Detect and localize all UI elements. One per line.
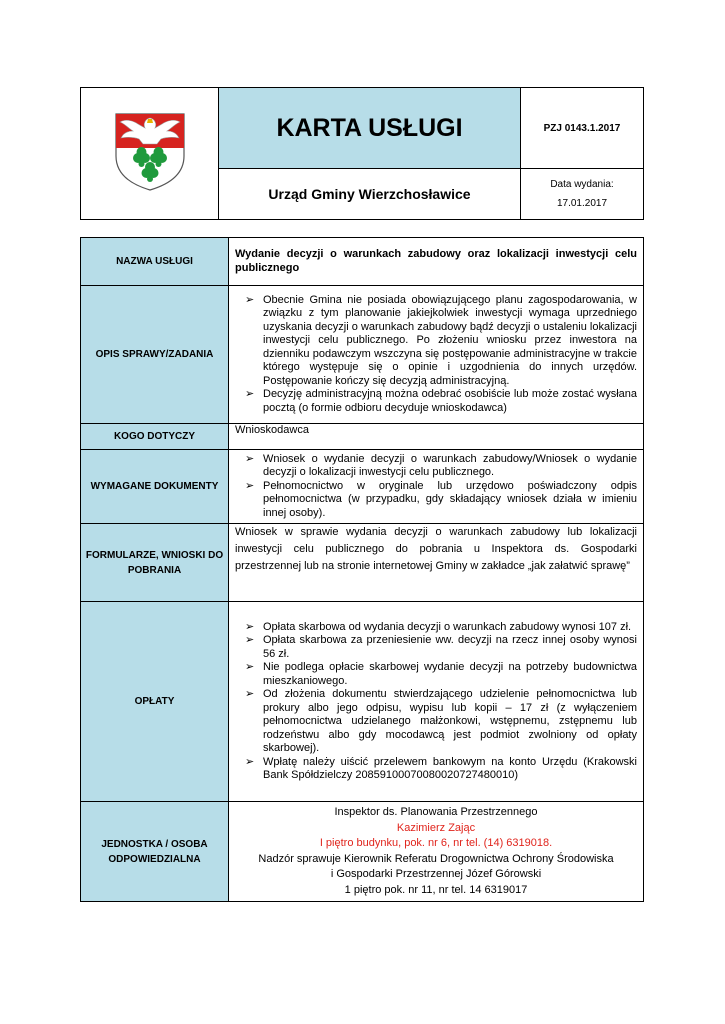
- service-table: [80, 237, 644, 902]
- office-name: Urząd Gminy Wierzchosławice: [219, 169, 521, 220]
- arrow-bullet-icon: ➢: [245, 661, 255, 673]
- list-item: ➢ Od złożenia dokumentu stwierdzającego udzielenie pełnomocnictwa lub prokury albo jego odpisu, wypisu lub kopii – 17 zł (z wyłączeniem pełnomocnictwa udzielanego małżonkowi, wstępnemu, zstępnemu lub rodzeństwu albo gdy mocodawcą jest podmiot zwolniony od opłaty skarbowej).: [245, 688, 637, 754]
- list-item: ➢ Pełnomocnictwo w oryginale lub urzędowo poświadczony odpis pełnomocnictwa (w przypadku, gdy składający wniosek działa w imieniu innej osoby).: [245, 479, 637, 519]
- unit-position: Inspektor ds. Planowania Przestrzennego: [334, 806, 538, 818]
- label-who: KOGO DOTYCZY: [81, 424, 229, 450]
- arrow-bullet-icon: ➢: [245, 452, 255, 465]
- issue-date-label: Data wydania:: [550, 179, 614, 190]
- label-description: OPIS SPRAWY/ZADANIA: [81, 286, 229, 424]
- label-fees: OPŁATY: [81, 602, 229, 802]
- unit-supervisor: Nadzór sprawuje Kierownik Referatu Drogownictwa Ochrony Środowiska: [258, 852, 614, 865]
- list-item: ➢ Decyzję administracyjną można odebrać osobiście lub może zostać wysłana pocztą (o formie odbioru decyduje wnioskodawca): [245, 388, 637, 414]
- label-service-name: NAZWA USŁUGI: [81, 238, 229, 286]
- document-code: PZJ 0143.1.2017: [521, 88, 644, 169]
- coat-of-arms-logo: [81, 88, 219, 220]
- list-item: ➢ Wpłatę należy uiścić przelewem bankowym na konto Urzędu (Krakowski Bank Spółdzielczy 20859100070080020727480010): [245, 755, 637, 781]
- list-item: ➢ Wniosek o wydanie decyzji o warunkach zabudowy/Wniosek o wydanie decyzji o lokalizacji inwestycji celu publicznego.: [245, 452, 637, 479]
- arrow-bullet-icon: ➢: [245, 620, 255, 633]
- coat-of-arms-icon: [112, 110, 188, 192]
- arrow-bullet-icon: ➢: [245, 388, 255, 401]
- list-item: ➢ Nie podlega opłacie skarbowej wydanie decyzji na potrzeby budownictwa mieszkaniowego.: [245, 661, 637, 687]
- issue-date: [521, 169, 644, 220]
- header-table: [80, 87, 644, 220]
- label-documents: WYMAGANE DOKUMENTY: [81, 450, 229, 524]
- arrow-bullet-icon: ➢: [245, 688, 255, 700]
- row-unit: [81, 802, 644, 902]
- unit-person: Kazimierz Zając: [396, 821, 476, 834]
- list-item: ➢ Obecnie Gmina nie posiada obowiązującego planu zagospodarowania, w związku z tym planowanie jakiejkolwiek inwestycji wymaga uprzedniego uzyskania decyzji o warunkach zabudowy bądź decyzji o ustaleniu lokalizacji inwestycji celu publicznego. Po złożeniu wniosku przez inwestora na dzienniku podawczym wszczyna się postępowanie administracyjne w trakcie którego występuje się o opinie i uzgodnienia do innych urzędów. Postępowanie kończy się decyzją administracyjną.: [245, 293, 637, 387]
- arrow-bullet-icon: ➢: [245, 634, 255, 646]
- value-service-name: Wydanie decyzji o warunkach zabudowy oraz lokalizacji inwestycji celu publicznego: [229, 238, 644, 286]
- row-documents: [81, 450, 644, 524]
- arrow-bullet-icon: ➢: [245, 755, 255, 768]
- unit-supervisor-department: i Gospodarki Przestrzennej Józef Górowski: [330, 868, 542, 880]
- unit-room: I piętro budynku, pok. nr 6, nr tel. (14) 6319018.: [319, 837, 553, 849]
- arrow-bullet-icon: ➢: [245, 293, 255, 306]
- label-forms: FORMULARZE, WNIOSKI DO POBRANIA: [81, 524, 229, 602]
- row-fees: [81, 602, 644, 802]
- value-description: [229, 286, 644, 424]
- value-who: Wnioskodawca: [229, 424, 644, 450]
- row-who: [81, 424, 644, 450]
- value-fees: [229, 602, 644, 802]
- card-title: KARTA USŁUGI: [219, 88, 521, 169]
- label-unit: JEDNOSTKA / OSOBA ODPOWIEDZIALNA: [81, 802, 229, 902]
- row-forms: [81, 524, 644, 602]
- row-description: [81, 286, 644, 424]
- value-unit: [229, 802, 644, 902]
- value-forms: Wniosek w sprawie wydania decyzji o warunkach zabudowy lub lokalizacji inwestycji celu publicznego do pobrania u Inspektora ds. Gospodarki przestrzennej lub na stronie internetowej Gminy w zakładce „jak załatwić sprawę”: [229, 524, 644, 602]
- arrow-bullet-icon: ➢: [245, 479, 255, 492]
- row-service-name: [81, 238, 644, 286]
- issue-date-value: 17.01.2017: [556, 198, 608, 209]
- unit-supervisor-room: 1 piętro pok. nr 11, nr tel. 14 6319017: [344, 883, 528, 896]
- value-documents: [229, 450, 644, 524]
- list-item: ➢ Opłata skarbowa za przeniesienie ww. decyzji na rzecz innej osoby wynosi 56 zł.: [245, 634, 637, 660]
- list-item: ➢ Opłata skarbowa od wydania decyzji o warunkach zabudowy wynosi 107 zł.: [245, 620, 632, 633]
